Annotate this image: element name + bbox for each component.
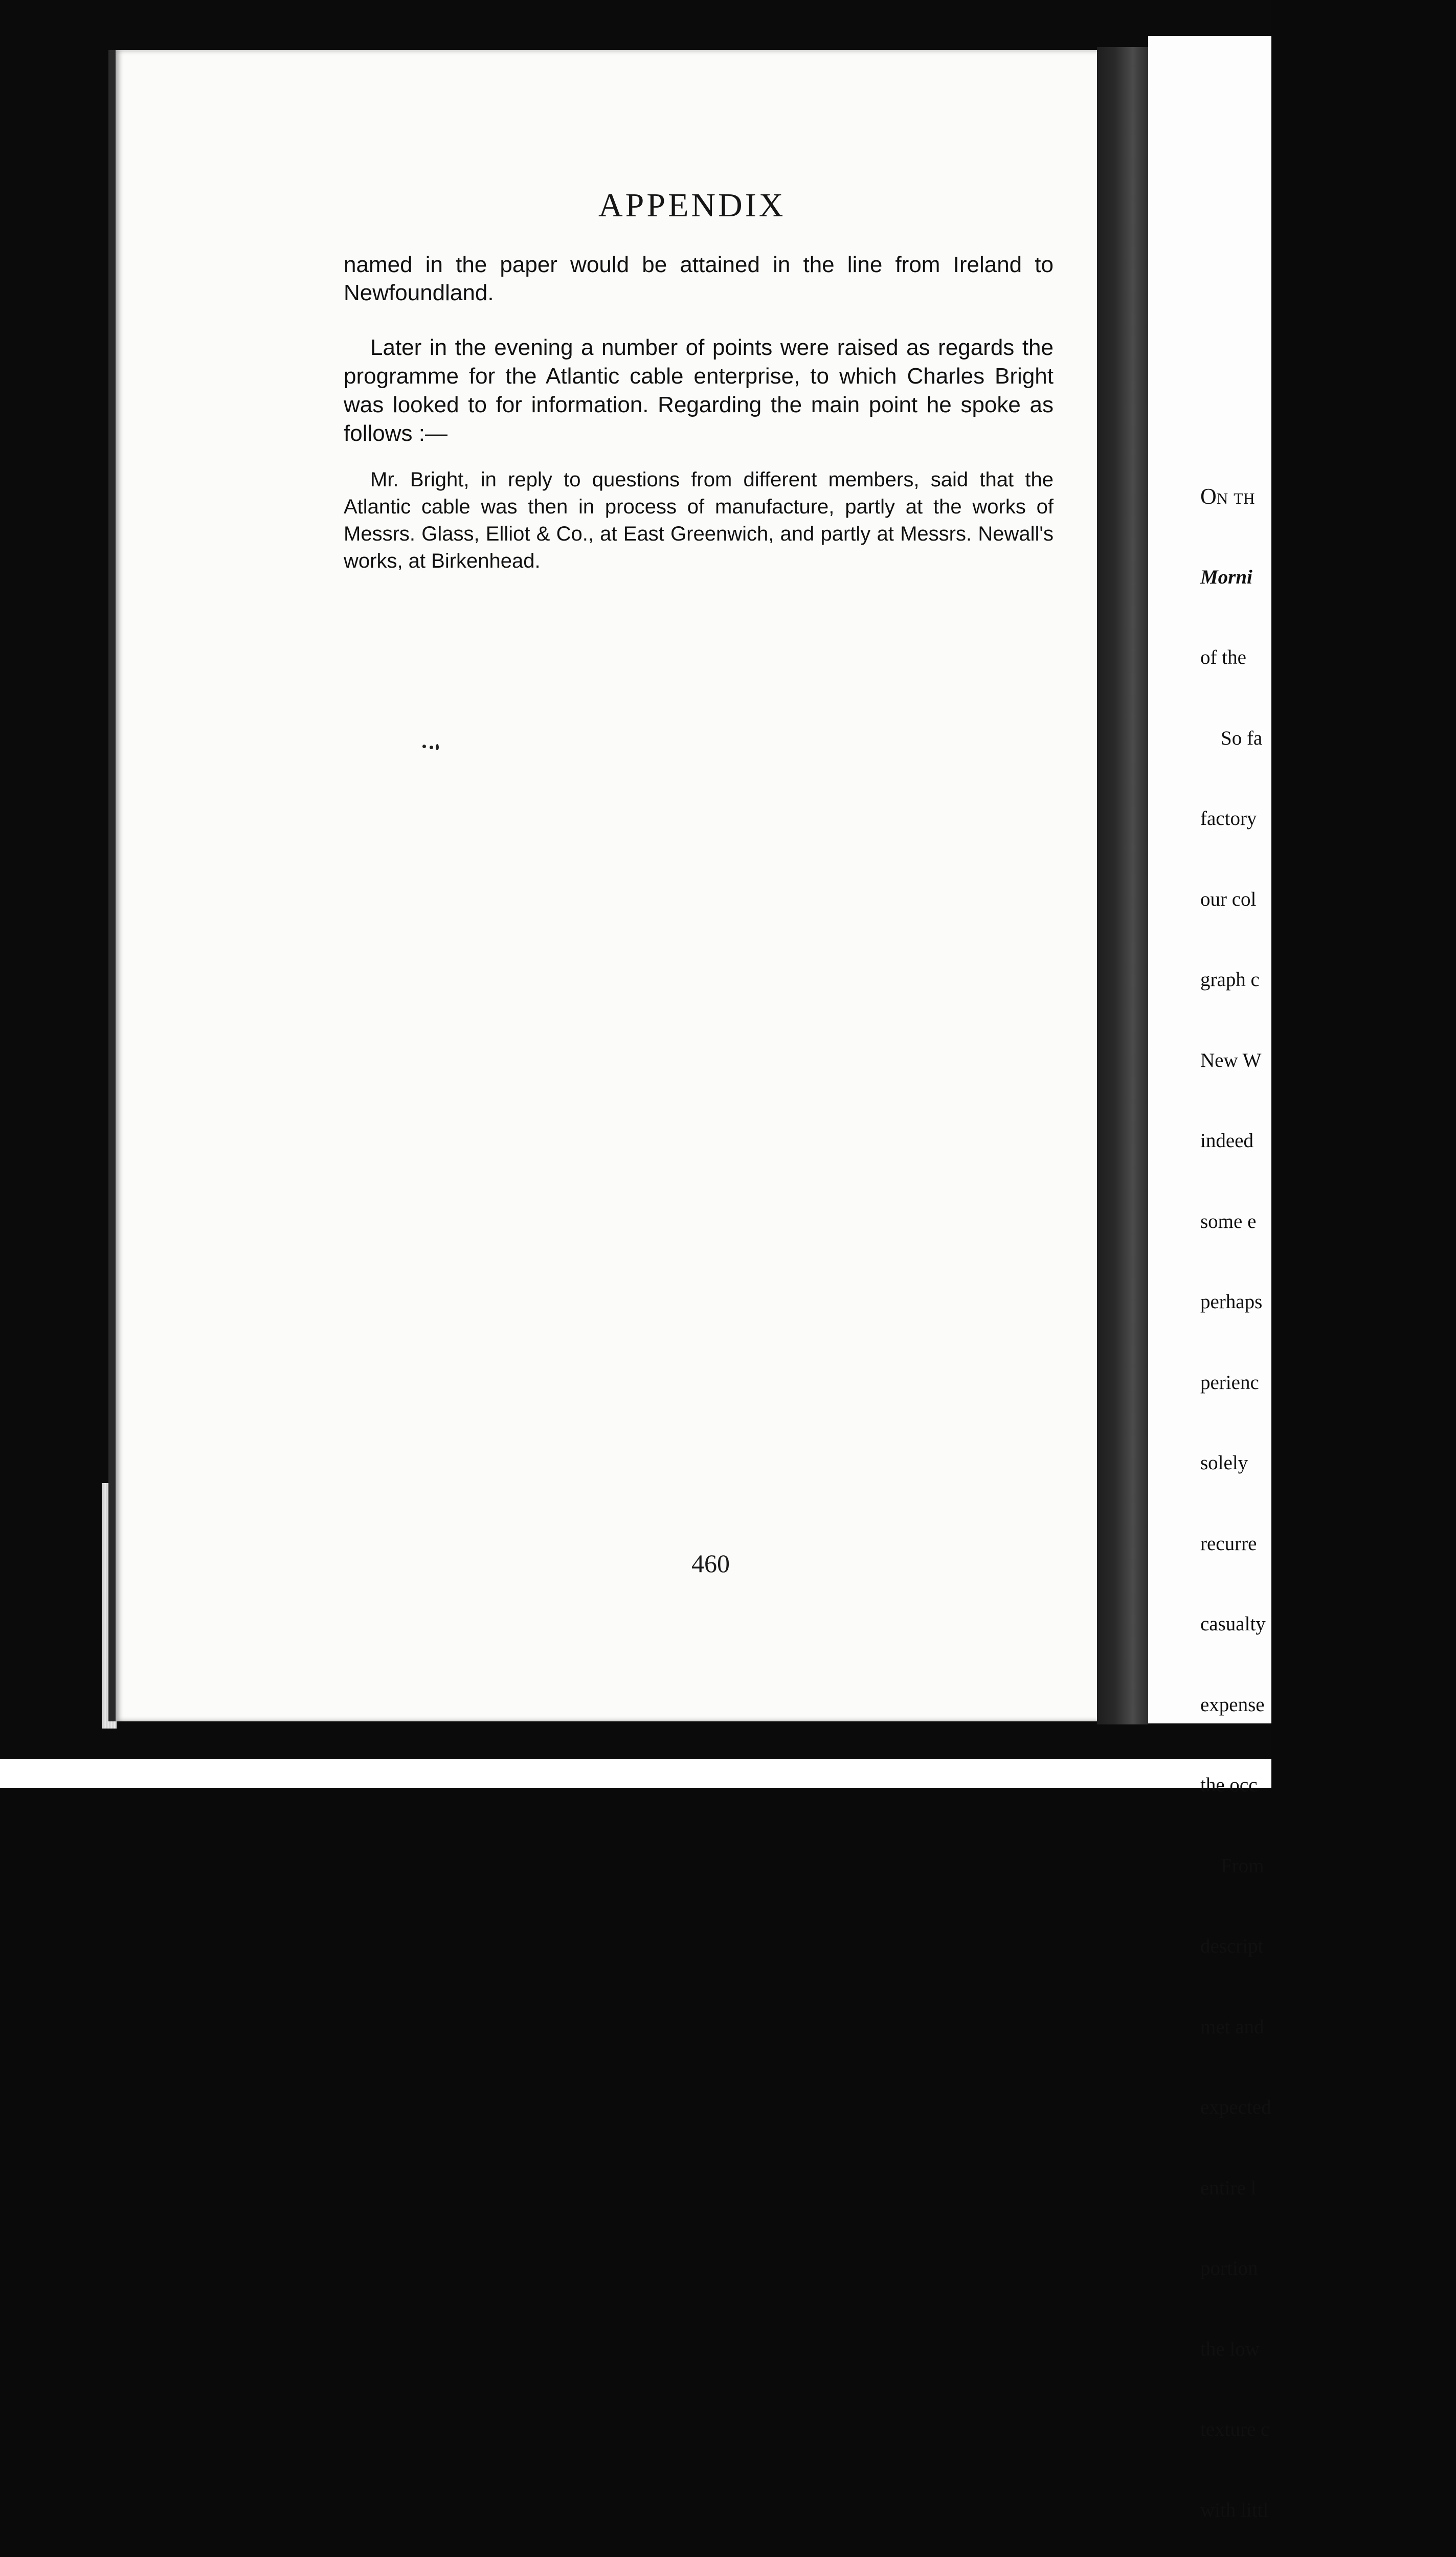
right-line: texture c <box>1200 2418 1270 2440</box>
right-line: the occ <box>1200 1774 1258 1796</box>
scan-margin <box>0 1759 1271 1788</box>
ink-speck <box>430 746 433 749</box>
right-line: So fa <box>1221 727 1263 749</box>
right-line: From <box>1221 1854 1264 1877</box>
right-line: expense <box>1200 1693 1265 1716</box>
book-gutter <box>1097 47 1148 1724</box>
right-line: solely <box>1200 1452 1248 1474</box>
right-line: with littl <box>1200 2499 1269 2521</box>
right-line: descript <box>1200 1935 1264 1957</box>
right-line: the low <box>1200 2338 1260 2360</box>
ink-speck <box>422 745 426 748</box>
paragraph-later-in-evening: Later in the evening a number of points were raised as regards the programme for the Atlantic cable enterprise, to which Charles Bright was looked to for information. Regarding the main point he spoke as follows :— <box>344 335 1054 446</box>
right-line: entire l <box>1200 2177 1257 2199</box>
right-page-text <box>1200 430 1456 2557</box>
right-page <box>1148 36 1271 2521</box>
right-line: casualty <box>1200 1613 1266 1635</box>
right-line: On th <box>1200 484 1255 509</box>
right-line: portion <box>1200 2257 1258 2279</box>
right-line: graph c <box>1200 969 1260 991</box>
right-line: New W <box>1200 1049 1262 1071</box>
quoted-reply: Mr. Bright, in reply to questions from different members, said that the Atlantic cable was then in process of manufacture, partly at the works of Messrs. Glass, Elliot & Co., at East Greenwich, and partly at Messrs. Newall's works, at Birkenhead. <box>344 468 1054 572</box>
page-number: 460 <box>691 1549 730 1578</box>
right-line: Morni <box>1200 566 1252 588</box>
running-head: APPENDIX <box>598 187 786 224</box>
right-line: perienc <box>1200 1371 1259 1394</box>
right-line: factory <box>1200 808 1257 829</box>
right-line: recurre <box>1200 1532 1257 1555</box>
right-line: perhaps <box>1200 1291 1263 1313</box>
right-line: indeed <box>1200 1130 1253 1152</box>
right-line: some e <box>1200 1210 1257 1232</box>
right-line: met and <box>1200 2015 1264 2038</box>
paragraph-continuation: named in the paper would be attained in the line from Ireland to Newfoundland. <box>344 252 1054 305</box>
ink-speck <box>436 744 439 750</box>
right-line: our col <box>1200 888 1257 910</box>
right-line: of the <box>1200 646 1246 668</box>
right-line: expected <box>1200 2096 1271 2118</box>
